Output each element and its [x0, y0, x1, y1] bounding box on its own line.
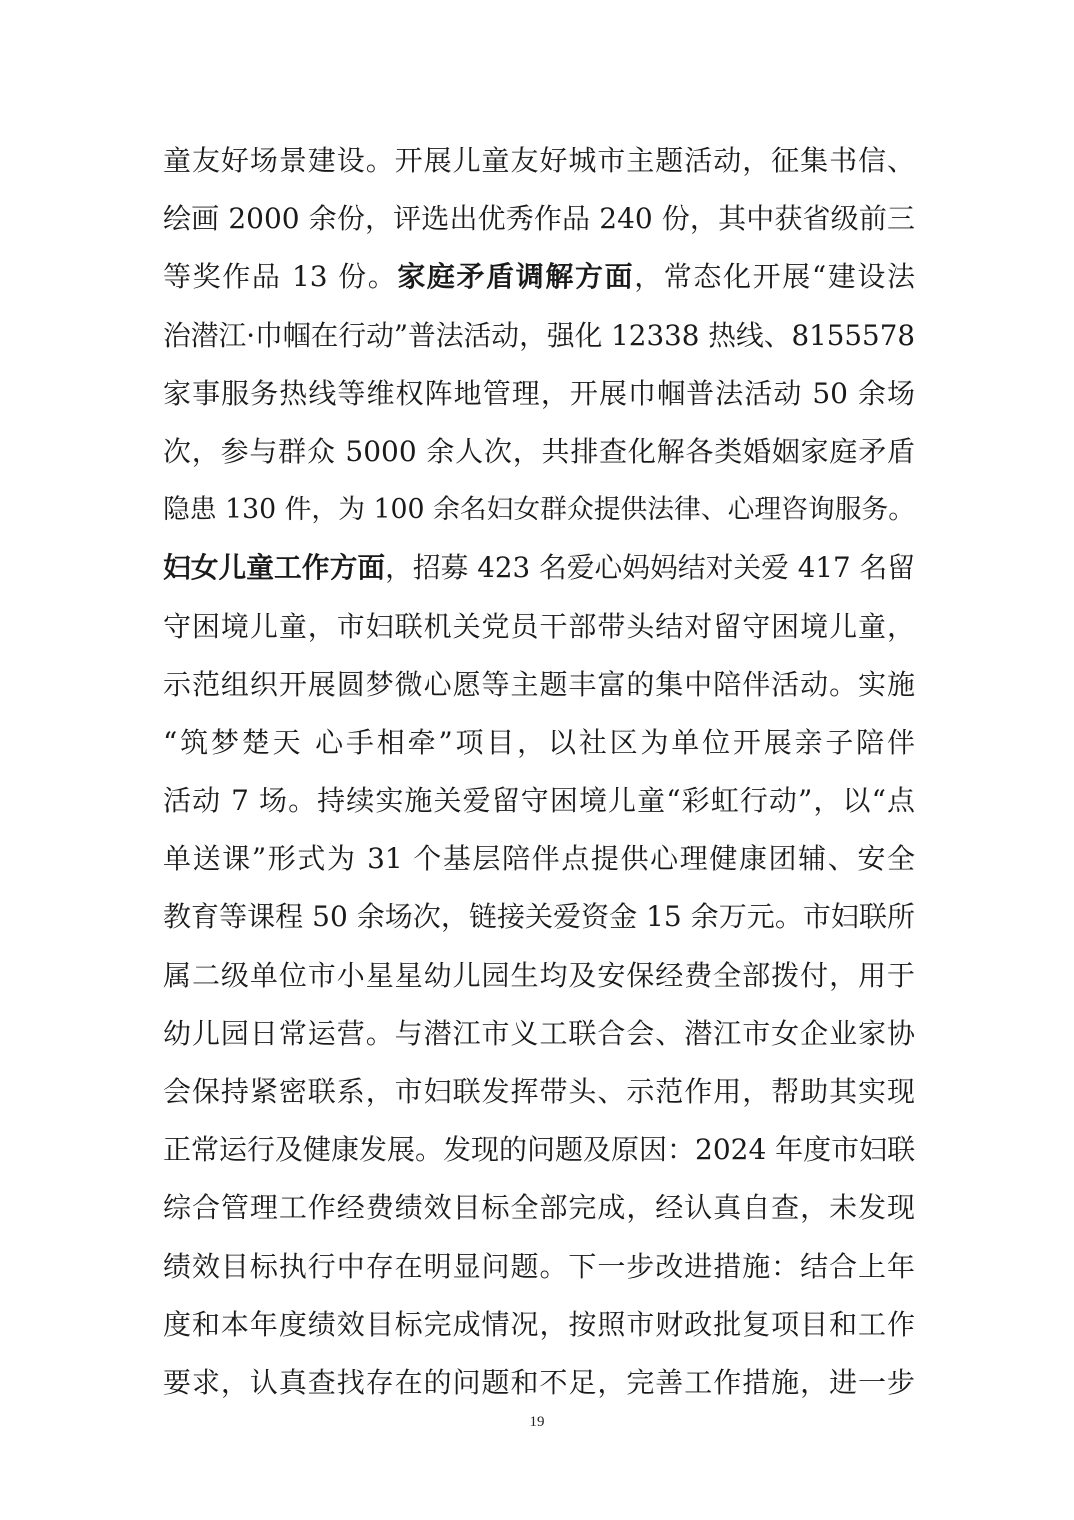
text-line	[163, 190, 915, 248]
body-text	[163, 132, 915, 1412]
line-segment: 示范组织开展圆梦微心愿等主题丰富的集中陪伴活动。实施	[163, 667, 915, 701]
text-line	[163, 423, 915, 481]
text-line	[163, 656, 915, 714]
text-line	[163, 598, 915, 656]
text-line	[163, 1238, 915, 1296]
line-segment: 绘画 2000 余份，评选出优秀作品 240 份，其中获省级前三	[163, 202, 915, 236]
line-segment: 等奖作品 13 份。	[163, 260, 398, 294]
text-line	[163, 772, 915, 830]
line-segment: 幼儿园日常运营。与潜江市义工联合会、潜江市女企业家协	[163, 1016, 915, 1050]
line-segment: 要求，认真查找存在的问题和不足，完善工作措施，进一步	[163, 1365, 915, 1399]
text-line	[163, 481, 915, 539]
line-segment: 综合管理工作经费绩效目标全部完成，经认真自查，未发现	[163, 1191, 915, 1225]
text-line	[163, 714, 915, 772]
line-segment: “筑梦楚天 心手相牵”项目，以社区为单位开展亲子陪伴	[163, 725, 915, 759]
line-segment: ，常态化开展“建设法	[634, 260, 915, 294]
line-segment: ，招募 423 名爱心妈妈结对关爱 417 名留	[385, 551, 915, 585]
line-segment: 治潜江·巾帼在行动”普法活动，强化 12338 热线、8155578	[163, 318, 915, 352]
bold-heading-text: 家庭矛盾调解方面	[397, 260, 635, 294]
text-line	[163, 1179, 915, 1237]
line-segment: 属二级单位市小星星幼儿园生均及安保经费全部拨付，用于	[163, 958, 915, 992]
text-line	[163, 365, 915, 423]
text-line	[163, 888, 915, 946]
text-line	[163, 248, 915, 306]
line-segment: 会保持紧密联系，市妇联发挥带头、示范作用，帮助其实现	[163, 1075, 915, 1108]
text-line	[163, 1063, 915, 1121]
bold-heading-text: 妇女儿童工作方面	[163, 551, 386, 585]
text-line	[163, 1005, 915, 1063]
line-segment: 正常运行及健康发展。发现的问题及原因：2024 年度市妇联	[163, 1133, 915, 1167]
line-segment: 守困境儿童，市妇联机关党员干部带头结对留守困境儿童，	[163, 609, 915, 643]
line-segment: 单送课”形式为 31 个基层陪伴点提供心理健康团辅、安全	[163, 842, 915, 876]
text-line	[163, 539, 915, 597]
text-line	[163, 1354, 915, 1412]
page-number: 19	[529, 1414, 545, 1430]
line-segment: 家事服务热线等维权阵地管理，开展巾帼普法活动 50 余场	[163, 376, 915, 410]
text-line	[163, 1296, 915, 1354]
line-segment: 活动 7 场。持续实施关爱留守困境儿童“彩虹行动”，以“点	[163, 784, 915, 818]
text-line	[163, 947, 915, 1005]
line-segment: 教育等课程 50 余场次，链接关爱资金 15 余万元。市妇联所	[163, 900, 915, 934]
line-segment: 次，参与群众 5000 余人次，共排查化解各类婚姻家庭矛盾	[163, 434, 915, 468]
line-segment: 绩效目标执行中存在明显问题。下一步改进措施：结合上年	[163, 1249, 915, 1283]
line-segment: 度和本年度绩效目标完成情况，按照市财政批复项目和工作	[163, 1307, 915, 1341]
text-line	[163, 830, 915, 888]
text-line	[163, 132, 915, 190]
line-segment: 隐患 130 件，为 100 余名妇女群众提供法律、心理咨询服务。	[163, 494, 915, 526]
text-line	[163, 1121, 915, 1179]
text-line	[163, 307, 915, 365]
line-segment: 童友好场景建设。开展儿童友好城市主题活动，征集书信、	[163, 144, 915, 177]
